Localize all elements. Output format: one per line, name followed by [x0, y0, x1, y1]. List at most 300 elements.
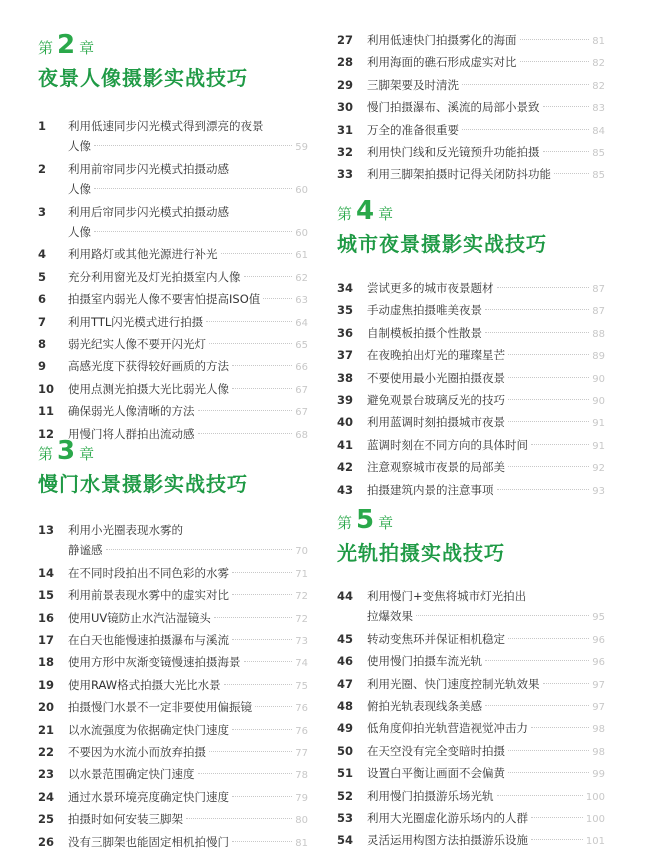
entry-title: 利用三脚架拍摄时记得关闭防抖功能	[367, 167, 551, 182]
chapter-label	[38, 30, 308, 60]
toc-entry[interactable]	[38, 630, 308, 652]
entry-number: 11	[38, 404, 55, 419]
entry-title: 万全的准备很重要	[367, 122, 459, 137]
toc-list	[38, 520, 308, 854]
entry-number: 36	[337, 325, 354, 340]
page-number: 91	[592, 440, 605, 452]
entry-number: 46	[337, 654, 354, 669]
chapter-title: 慢门水景摄影实战技巧	[38, 472, 248, 496]
leader-dots	[224, 684, 293, 685]
toc-entry[interactable]	[38, 787, 308, 809]
entry-title: 在夜晚拍出灯光的璀璨星芒	[367, 348, 505, 363]
leader-dots	[232, 639, 292, 640]
toc-entry[interactable]	[38, 764, 308, 786]
leader-dots	[462, 84, 589, 85]
entry-number: 30	[337, 100, 354, 115]
leader-dots	[232, 388, 292, 389]
leader-dots	[462, 129, 589, 130]
toc-entry[interactable]	[337, 763, 605, 785]
toc-entry[interactable]	[337, 696, 605, 718]
page-number: 65	[295, 340, 308, 352]
toc-entry[interactable]	[337, 368, 605, 390]
page-number: 85	[592, 148, 605, 160]
page-number: 60	[295, 228, 308, 240]
chapter-5-heading	[337, 505, 605, 566]
toc-entry[interactable]	[337, 651, 605, 673]
toc-entry[interactable]	[337, 586, 605, 629]
page-number: 85	[592, 170, 605, 182]
leader-dots	[485, 332, 589, 333]
toc-entry[interactable]	[337, 97, 605, 119]
entry-title: 利用TTL闪光模式进行拍摄	[68, 314, 204, 329]
entry-title: 利用低速快门拍摄雾化的海面	[367, 33, 517, 47]
chapter-number: 5	[356, 505, 375, 535]
entry-number: 45	[337, 631, 354, 646]
page-number: 63	[295, 295, 308, 307]
entry-number: 31	[337, 122, 354, 137]
entry-number: 41	[337, 437, 354, 452]
toc-entry[interactable]	[38, 652, 308, 674]
chapter-number: 3	[57, 436, 76, 466]
toc-list	[337, 278, 605, 502]
entry-title: 弱光纪实人像不要开闪光灯	[68, 337, 206, 352]
toc-entry[interactable]	[337, 674, 605, 696]
entry-number: 39	[337, 393, 354, 408]
page-number: 87	[592, 284, 605, 295]
toc-entry[interactable]	[38, 312, 308, 334]
page-number: 88	[592, 328, 605, 340]
chapter-label	[337, 196, 605, 226]
entry-title: 利用慢门+变焦将城市灯光拍出	[367, 589, 527, 603]
toc-entry[interactable]	[337, 300, 605, 322]
entry-number: 7	[38, 314, 47, 329]
leader-dots	[255, 706, 292, 707]
entry-title: 人像	[68, 139, 91, 154]
leader-dots	[106, 549, 293, 550]
leader-dots	[198, 773, 293, 774]
leader-dots	[520, 39, 590, 40]
page-number: 68	[295, 429, 308, 441]
entry-title: 高感光度下获得较好画质的方法	[68, 359, 229, 374]
toc-entry[interactable]	[38, 720, 308, 742]
page-number: 80	[295, 815, 308, 827]
entry-title: 设置白平衡让画面不会偏黄	[367, 766, 505, 781]
page-number: 67	[295, 384, 308, 396]
entry-title: 拍摄室内弱光人像不要害怕提高ISO值	[68, 292, 261, 307]
toc-entry[interactable]	[337, 30, 605, 52]
leader-dots	[232, 729, 292, 730]
entry-number: 22	[38, 745, 55, 760]
leader-dots	[232, 572, 292, 573]
page-number: 64	[295, 317, 308, 329]
entry-number: 26	[38, 834, 55, 849]
leader-dots	[94, 231, 292, 232]
entry-title: 利用快门线和反光镜预升功能拍摄	[367, 145, 540, 160]
leader-dots	[209, 343, 292, 344]
chapter-4-heading	[337, 196, 605, 257]
entry-number: 27	[337, 33, 354, 47]
page-number: 90	[592, 373, 605, 385]
page-number: 82	[592, 58, 605, 70]
leader-dots	[214, 617, 292, 618]
toc-entry[interactable]	[38, 267, 308, 289]
page-number: 81	[295, 837, 308, 849]
entry-title: 以水景范围确定快门速度	[68, 767, 195, 782]
chapter-prefix: 第	[38, 39, 54, 57]
leader-dots	[497, 795, 583, 796]
page-number: 93	[592, 485, 605, 497]
leader-dots	[531, 727, 589, 728]
entry-number: 23	[38, 767, 55, 782]
toc-entry[interactable]	[38, 334, 308, 356]
entry-number: 17	[38, 633, 55, 648]
entry-title: 使用慢门拍摄车流光轨	[367, 654, 482, 669]
toc-entry[interactable]	[38, 520, 308, 563]
leader-dots	[508, 638, 589, 639]
entry-title: 灵活运用构图方法拍摄游乐设施	[367, 833, 528, 848]
entry-number: 6	[38, 292, 47, 307]
leader-dots	[508, 750, 589, 751]
toc-entry[interactable]	[337, 120, 605, 142]
entry-number: 48	[337, 699, 354, 714]
chapter-label	[38, 436, 308, 466]
toc-entry[interactable]	[337, 345, 605, 367]
leader-dots	[497, 287, 590, 288]
entry-title: 尝试更多的城市夜景题材	[367, 281, 494, 295]
page-number: 92	[592, 463, 605, 475]
entry-title: 蓝调时刻在不同方向的具体时间	[367, 437, 528, 452]
toc-entry[interactable]	[337, 323, 605, 345]
entry-title: 利用光圈、快门速度控制光轨效果	[367, 676, 540, 691]
leader-dots	[198, 433, 293, 434]
toc-entry[interactable]	[38, 202, 308, 245]
entry-title: 自制模板拍摄个性散景	[367, 325, 482, 340]
entry-number: 13	[38, 523, 55, 537]
entry-number: 53	[337, 811, 354, 826]
page-number: 96	[592, 657, 605, 669]
leader-dots	[221, 253, 293, 254]
entry-title: 利用前景表现水雾中的虚实对比	[68, 588, 229, 603]
toc-entry[interactable]	[337, 75, 605, 97]
toc-list	[337, 586, 605, 853]
leader-dots	[232, 594, 292, 595]
leader-dots	[232, 365, 292, 366]
toc-entry[interactable]	[38, 675, 308, 697]
toc-entry[interactable]	[38, 585, 308, 607]
entry-number: 1	[38, 119, 47, 133]
entry-number: 33	[337, 167, 354, 182]
toc-entry[interactable]	[38, 401, 308, 423]
page-number: 100	[585, 791, 605, 803]
page-number: 66	[295, 362, 308, 374]
toc-list	[337, 30, 605, 187]
toc-entry[interactable]	[337, 741, 605, 763]
entry-title: 利用小光圈表现水雾的	[68, 523, 183, 537]
leader-dots	[198, 410, 293, 411]
entry-title: 利用大光圈虚化游乐场内的人群	[367, 811, 528, 826]
entry-title: 不要因为水流小而放弃拍摄	[68, 745, 206, 760]
leader-dots	[263, 298, 292, 299]
page-number: 81	[592, 36, 605, 47]
toc-list	[38, 116, 308, 446]
entry-title: 使用点测光拍摄大光比弱光人像	[68, 381, 229, 396]
entry-number: 35	[337, 303, 354, 318]
leader-dots	[554, 173, 589, 174]
toc-entry[interactable]	[337, 412, 605, 434]
entry-number: 10	[38, 381, 55, 396]
page-number: 76	[295, 725, 308, 737]
leader-dots	[206, 321, 292, 322]
entry-number: 5	[38, 269, 47, 284]
entry-title: 人像	[68, 225, 91, 240]
entry-title: 不要使用最小光圈拍摄夜景	[367, 370, 505, 385]
entry-title: 使用RAW格式拍摄大光比水景	[68, 677, 221, 692]
toc-entry[interactable]	[38, 809, 308, 831]
leader-dots	[508, 466, 589, 467]
entry-title: 利用低速同步闪光模式得到漂亮的夜景	[68, 119, 264, 133]
leader-dots	[543, 151, 590, 152]
entry-title: 利用后帘同步闪光模式拍摄动感	[68, 204, 229, 219]
page-number: 95	[592, 612, 605, 624]
toc-entry[interactable]	[337, 390, 605, 412]
leader-dots	[508, 421, 589, 422]
entry-number: 38	[337, 370, 354, 385]
entry-number: 25	[38, 812, 55, 827]
entry-number: 14	[38, 565, 55, 580]
entry-number: 50	[337, 743, 354, 758]
page-number: 59	[295, 142, 308, 154]
leader-dots	[497, 489, 590, 490]
entry-number: 8	[38, 337, 47, 352]
chapter-suffix: 章	[378, 205, 394, 223]
entry-number: 42	[337, 460, 354, 475]
page-number: 97	[592, 702, 605, 714]
leader-dots	[508, 354, 589, 355]
toc-entry[interactable]	[38, 244, 308, 266]
page-number: 97	[592, 679, 605, 691]
leader-dots	[94, 145, 292, 146]
entry-number: 28	[337, 55, 354, 70]
entry-title: 拍摄慢门水景不一定非要使用偏振镜	[68, 700, 252, 715]
chapter-3-heading	[38, 436, 308, 497]
entry-title: 没有三脚架也能固定相机拍慢门	[68, 834, 229, 849]
chapter-title: 光轨拍摄实战技巧	[337, 541, 505, 565]
leader-dots	[244, 661, 293, 662]
entry-title: 俯拍光轨表现线条美感	[367, 699, 482, 714]
toc-entry[interactable]	[337, 830, 605, 852]
leader-dots	[531, 839, 583, 840]
page-number: 60	[295, 185, 308, 197]
chapter-prefix: 第	[337, 205, 353, 223]
entry-title: 利用前帘同步闪光模式拍摄动感	[68, 161, 229, 176]
toc-entry[interactable]	[337, 786, 605, 808]
chapter-suffix: 章	[79, 445, 95, 463]
leader-dots	[186, 818, 292, 819]
chapter-title: 城市夜景摄影实战技巧	[337, 232, 547, 256]
page-number: 89	[592, 351, 605, 363]
chapter-title: 夜景人像摄影实战技巧	[38, 66, 248, 90]
toc-entry[interactable]	[337, 435, 605, 457]
toc-entry[interactable]	[337, 278, 605, 300]
entry-number: 24	[38, 789, 55, 804]
toc-entry[interactable]	[38, 379, 308, 401]
chapter-prefix: 第	[337, 514, 353, 532]
entry-title: 通过水景环境亮度确定快门速度	[68, 789, 229, 804]
toc-entry[interactable]	[337, 718, 605, 740]
entry-number: 44	[337, 589, 354, 603]
entry-number: 12	[38, 426, 55, 441]
entry-number: 52	[337, 788, 354, 803]
toc-entry[interactable]	[38, 697, 308, 719]
entry-number: 34	[337, 281, 354, 295]
leader-dots	[531, 817, 583, 818]
entry-title: 确保弱光人像清晰的方法	[68, 404, 195, 419]
page-number: 82	[592, 80, 605, 92]
entry-title: 注意观察城市夜景的局部美	[367, 460, 505, 475]
entry-title: 利用路灯或其他光源进行补光	[68, 247, 218, 262]
leader-dots	[531, 444, 589, 445]
entry-title: 用慢门将人群拍出流动感	[68, 426, 195, 441]
entry-title: 利用慢门拍摄游乐场光轨	[367, 788, 494, 803]
toc-entry[interactable]	[337, 164, 605, 186]
page-number: 72	[295, 591, 308, 603]
entry-title: 拍摄建筑内景的注意事项	[367, 482, 494, 497]
leader-dots	[520, 61, 590, 62]
entry-number: 15	[38, 588, 55, 603]
entry-number: 19	[38, 677, 55, 692]
entry-title: 人像	[68, 182, 91, 197]
leader-dots	[485, 309, 589, 310]
entry-number: 21	[38, 722, 55, 737]
toc-entry[interactable]	[337, 629, 605, 651]
page-number: 98	[592, 746, 605, 758]
entry-number: 40	[337, 415, 354, 430]
leader-dots	[508, 399, 589, 400]
entry-number: 9	[38, 359, 47, 374]
entry-title: 转动变焦环并保证相机稳定	[367, 631, 505, 646]
entry-number: 51	[337, 766, 354, 781]
page-number: 77	[295, 748, 308, 760]
page-number: 90	[592, 396, 605, 408]
page-number: 101	[585, 836, 605, 848]
page-number: 78	[295, 770, 308, 782]
page-number: 98	[592, 724, 605, 736]
leader-dots	[232, 796, 292, 797]
entry-number: 32	[337, 145, 354, 160]
entry-number: 20	[38, 700, 55, 715]
page-number: 87	[592, 306, 605, 318]
page-number: 70	[295, 546, 308, 558]
entry-title: 三脚架要及时清洗	[367, 77, 459, 92]
entry-number: 4	[38, 247, 47, 262]
entry-number: 49	[337, 721, 354, 736]
entry-title: 充分利用窗光及灯光拍摄室内人像	[68, 269, 241, 284]
entry-title: 在天空没有完全变暗时拍摄	[367, 743, 505, 758]
page-number: 72	[295, 613, 308, 625]
page-number: 61	[295, 250, 308, 262]
entry-title: 拉爆效果	[367, 609, 413, 624]
entry-title: 慢门拍摄瀑布、溪流的局部小景致	[367, 100, 540, 115]
entry-number: 3	[38, 204, 47, 219]
entry-number: 37	[337, 348, 354, 363]
toc-entry[interactable]	[38, 608, 308, 630]
leader-dots	[543, 106, 590, 107]
leader-dots	[508, 377, 589, 378]
entry-number: 18	[38, 655, 55, 670]
entry-title: 静谧感	[68, 543, 103, 558]
toc-entry[interactable]	[337, 808, 605, 830]
entry-number: 43	[337, 482, 354, 497]
leader-dots	[232, 841, 292, 842]
leader-dots	[416, 615, 589, 616]
leader-dots	[543, 683, 590, 684]
entry-title: 使用方形中灰渐变镜慢速拍摄海景	[68, 655, 241, 670]
entry-title: 使用UV镜防止水汽沾湿镜头	[68, 610, 211, 625]
entry-title: 避免观景台玻璃反光的技巧	[367, 393, 505, 408]
entry-number: 29	[337, 77, 354, 92]
toc-entry[interactable]	[337, 480, 605, 502]
entry-title: 拍摄时如何安装三脚架	[68, 812, 183, 827]
entry-number: 47	[337, 676, 354, 691]
toc-entry[interactable]	[337, 142, 605, 164]
entry-title: 手动虚焦拍摄唯美夜景	[367, 303, 482, 318]
entry-number: 16	[38, 610, 55, 625]
leader-dots	[508, 772, 589, 773]
entry-title: 在不同时段拍出不同色彩的水雾	[68, 565, 229, 580]
entry-title: 低角度仰拍光轨营造视觉冲击力	[367, 721, 528, 736]
page-number: 99	[592, 769, 605, 781]
leader-dots	[485, 705, 589, 706]
chapter-prefix: 第	[38, 445, 54, 463]
page-number: 79	[295, 792, 308, 804]
entry-title: 利用蓝调时刻拍摄城市夜景	[367, 415, 505, 430]
page-number: 67	[295, 407, 308, 419]
toc-entry[interactable]	[337, 52, 605, 74]
page-number: 91	[592, 418, 605, 430]
chapter-label	[337, 505, 605, 535]
leader-dots	[94, 188, 292, 189]
entry-title: 在白天也能慢速拍摄瀑布与溪流	[68, 633, 229, 648]
chapter-suffix: 章	[79, 39, 95, 57]
page-number: 84	[592, 125, 605, 137]
page-number: 71	[295, 568, 308, 580]
page-number: 96	[592, 634, 605, 646]
leader-dots	[485, 660, 589, 661]
toc-entry[interactable]	[337, 457, 605, 479]
toc-entry[interactable]	[38, 356, 308, 378]
toc-entry[interactable]	[38, 832, 308, 854]
toc-entry[interactable]	[38, 563, 308, 585]
toc-entry[interactable]	[38, 159, 308, 202]
page-number: 100	[585, 814, 605, 826]
toc-entry[interactable]	[38, 742, 308, 764]
page-number: 73	[295, 636, 308, 648]
leader-dots	[209, 751, 292, 752]
page-number: 62	[295, 272, 308, 284]
chapter-2-heading	[38, 30, 308, 91]
leader-dots	[244, 276, 293, 277]
chapter-number: 2	[57, 30, 76, 60]
entry-number: 54	[337, 833, 354, 848]
page-number: 83	[592, 103, 605, 115]
page-number: 74	[295, 658, 308, 670]
chapter-number: 4	[356, 196, 375, 226]
chapter-suffix: 章	[378, 514, 394, 532]
entry-title: 以水流强度为依据确定快门速度	[68, 722, 229, 737]
toc-entry[interactable]	[38, 289, 308, 311]
page-number: 75	[295, 680, 308, 692]
toc-entry[interactable]	[38, 116, 308, 159]
